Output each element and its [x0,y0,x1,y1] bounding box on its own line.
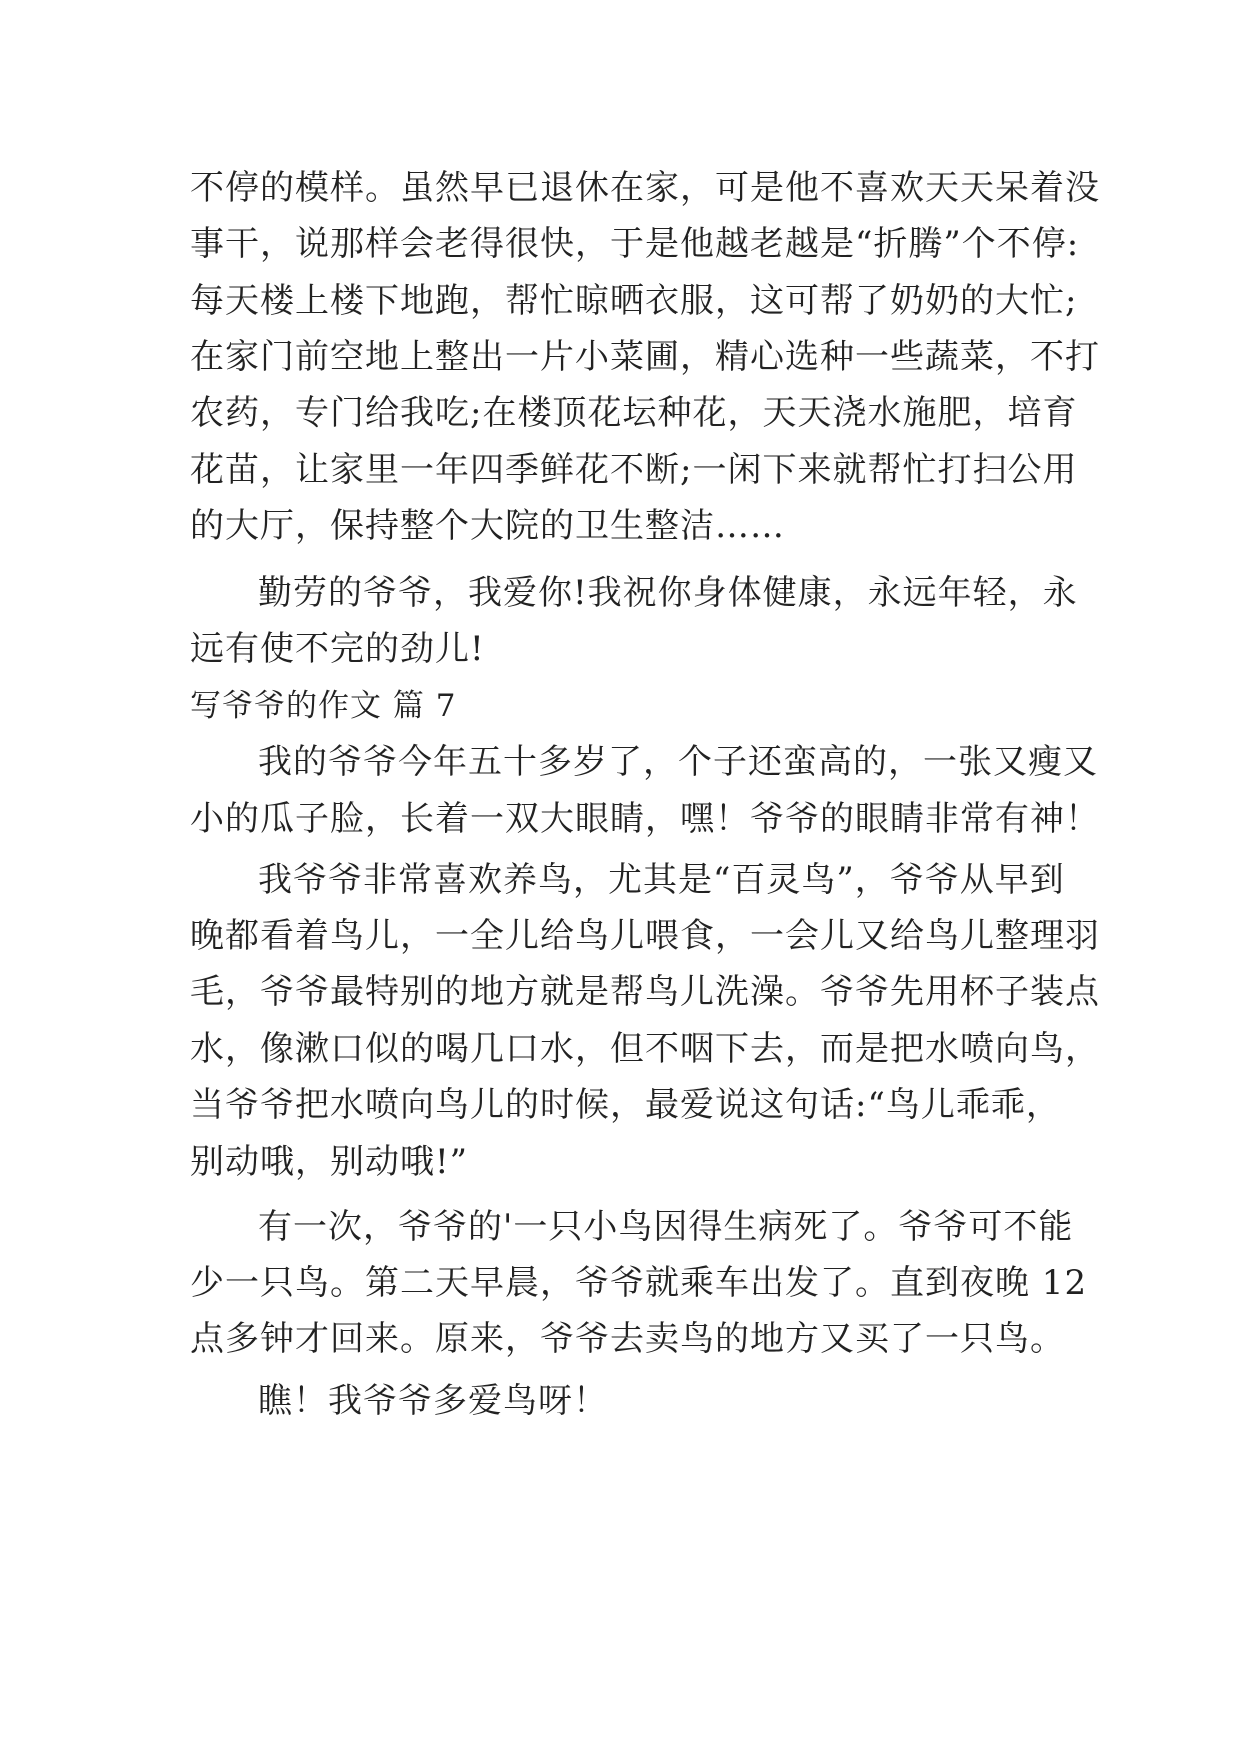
text-line: 水，像漱口似的喝几口水，但不咽下去，而是把水喷向鸟， [190,1029,1100,1069]
paragraph-start: 我爷爷非常喜欢养鸟，尤其是“百灵鸟”，爷爷从早到 [258,860,1065,900]
paragraph-start: 有一次，爷爷的'一只小鸟因得生病死了。爷爷可不能 [258,1207,1074,1247]
section-heading: 写爷爷的作文 篇 7 [190,688,457,724]
text-line: 在家门前空地上整出一片小菜圃，精心选种一些蔬菜，不打 [190,337,1100,377]
text-line: 当爷爷把水喷向鸟儿的时候，最爱说这句话:“鸟儿乖乖， [190,1085,1061,1125]
paragraph-start: 勤劳的爷爷，我爱你!我祝你身体健康，永远年轻，永 [258,573,1078,613]
paragraph-start: 瞧！我爷爷多爱鸟呀！ [258,1381,608,1421]
text-line: 少一只鸟。第二天早晨，爷爷就乘车出发了。直到夜晚 12 [190,1263,1088,1303]
paragraph-start: 我的爷爷今年五十多岁了，个子还蛮高的，一张又瘦又 [258,742,1098,782]
text-line: 农药，专门给我吃;在楼顶花坛种花，天天浇水施肥，培育 [190,393,1078,433]
text-line: 点多钟才回来。原来，爷爷去卖鸟的地方又买了一只鸟。 [190,1319,1065,1359]
text-line: 毛，爷爷最特别的地方就是帮鸟儿洗澡。爷爷先用杯子装点 [190,972,1100,1012]
text-line: 每天楼上楼下地跑，帮忙晾晒衣服，这可帮了奶奶的大忙; [190,281,1078,321]
text-line: 不停的模样。虽然早已退休在家，可是他不喜欢天天呆着没 [190,168,1100,208]
text-line: 晚都看着鸟儿，一全儿给鸟儿喂食，一会儿又给鸟儿整理羽 [190,916,1100,956]
text-line: 花苗，让家里一年四季鲜花不断;一闲下来就帮忙打扫公用 [190,450,1078,490]
text-line: 的大厅，保持整个大院的卫生整洁…… [190,506,785,546]
text-line: 事干，说那样会老得很快，于是他越老越是“折腾”个不停: [190,224,1080,264]
text-line: 小的瓜子脸，长着一双大眼睛，嘿！爷爷的眼睛非常有神！ [190,799,1100,839]
text-line: 别动哦，别动哦!” [190,1142,469,1182]
text-line: 远有使不完的劲儿! [190,629,485,669]
